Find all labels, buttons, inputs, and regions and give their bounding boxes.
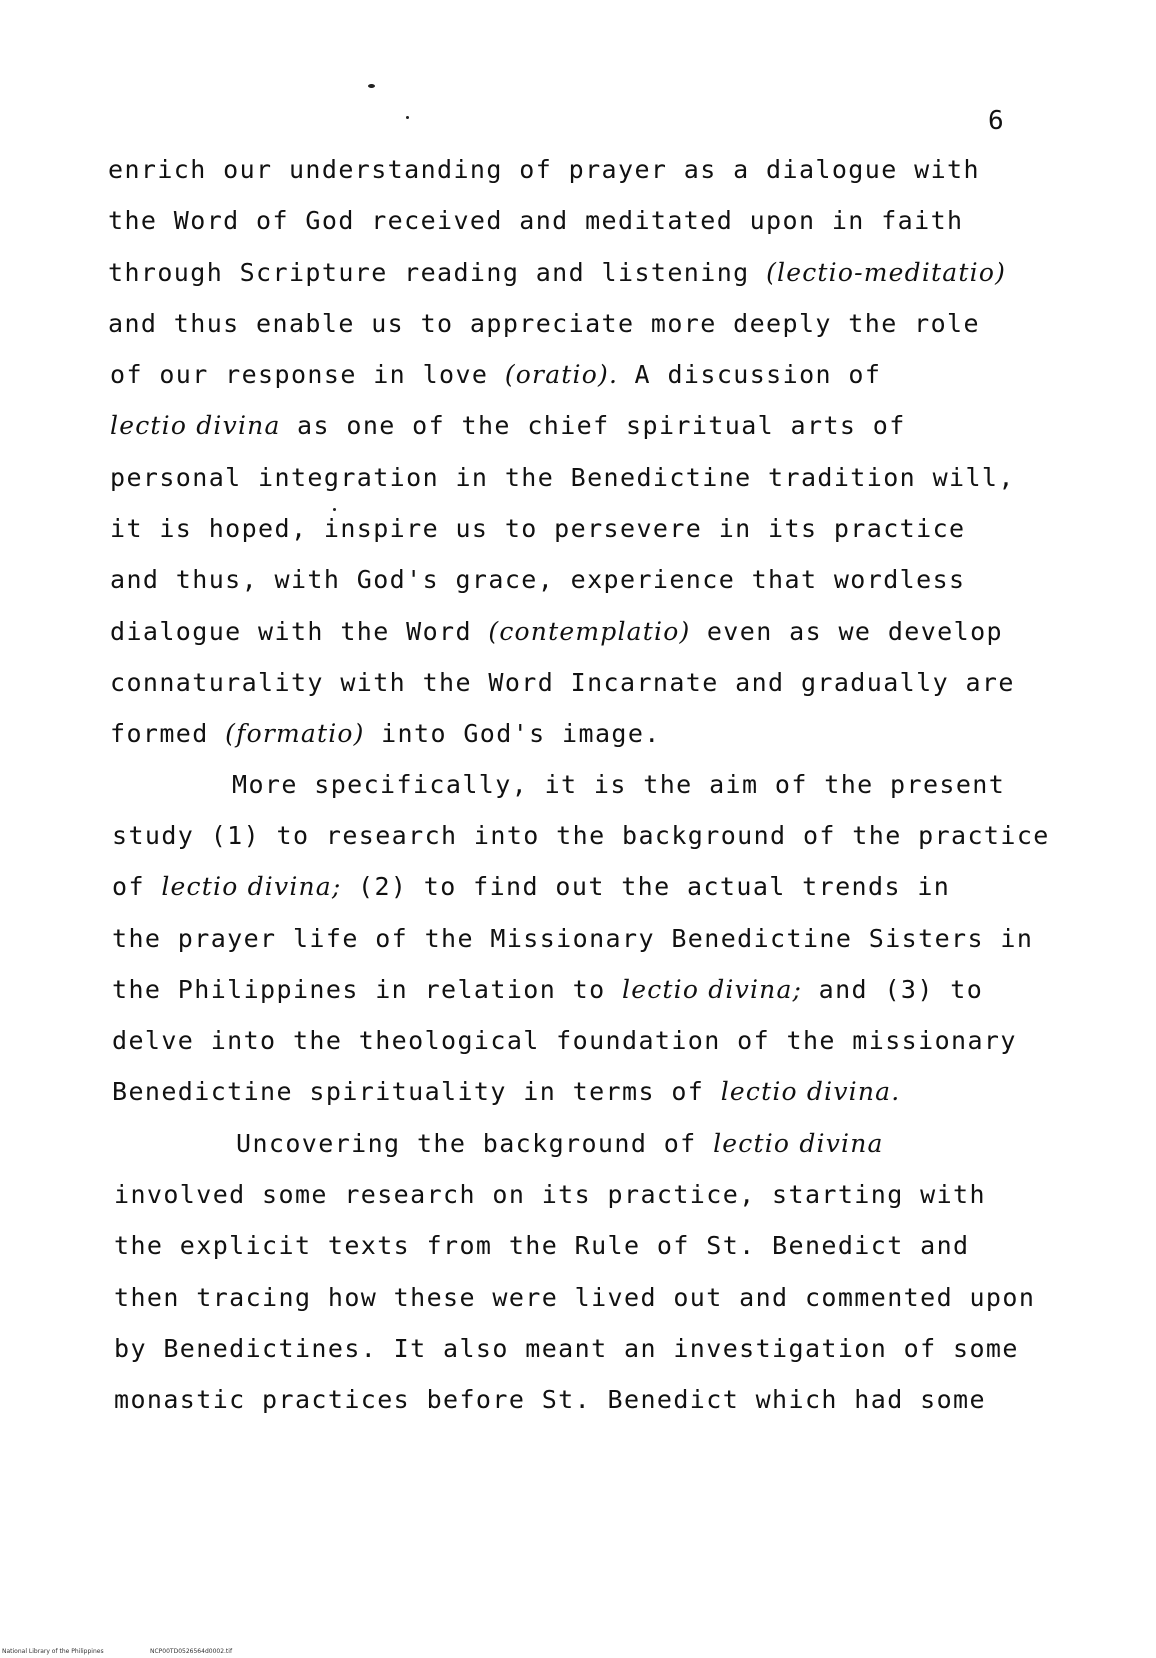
- text-line: [108, 155, 980, 185]
- text-run: monastic practices before St. Benedict which had some: [114, 1385, 986, 1414]
- footer-code: NCP00TD0526564d0002.tif: [150, 1648, 233, 1655]
- text-run: into God's image.: [364, 719, 661, 748]
- text-line: [110, 411, 906, 441]
- text-line: [112, 924, 1033, 954]
- italic-term: lectio divina;: [161, 872, 342, 901]
- text-line: [108, 309, 980, 339]
- text-run: of: [112, 872, 162, 901]
- text-line: [108, 258, 1006, 288]
- text-run: (2) to find out the actual trends in: [341, 872, 951, 901]
- text-run: the explicit texts from the Rule of St. Benedict and: [114, 1231, 970, 1260]
- italic-term: (formatio): [225, 719, 365, 748]
- text-run: of our response in love: [110, 360, 505, 389]
- text-line: [114, 1334, 1019, 1364]
- text-run: and thus enable us to appreciate more deeply the role: [108, 309, 980, 338]
- text-line: [108, 206, 963, 236]
- text-line: [112, 872, 950, 902]
- text-line: [110, 514, 965, 544]
- text-line: [110, 360, 881, 390]
- scan-speck: [406, 116, 409, 119]
- text-run: personal integration in the Benedictine tradition will,: [110, 463, 1015, 492]
- text-run: the prayer life of the Missionary Benedictine Sisters in: [112, 924, 1034, 953]
- text-line: [236, 1129, 884, 1159]
- italic-term: lectio divina;: [622, 975, 803, 1004]
- text-run: dialogue with the Word: [110, 617, 489, 646]
- text-line: [114, 1385, 986, 1415]
- text-line: [110, 565, 965, 595]
- text-run: connaturality with the Word Incarnate and gradually are: [110, 668, 1015, 697]
- text-run: and (3) to: [802, 975, 984, 1004]
- text-run: Uncovering the background of: [236, 1129, 714, 1158]
- text-run: and thus, with God's grace, experience that wordless: [110, 565, 966, 594]
- text-run: More specifically, it is the aim of the present: [232, 770, 1006, 799]
- text-run: involved some research on its practice, starting with: [114, 1180, 986, 1209]
- text-line: [110, 668, 1015, 698]
- text-run: by Benedictines. It also meant an investigation of some: [114, 1334, 1019, 1363]
- text-run: Benedictine spirituality in terms of: [112, 1077, 721, 1106]
- text-line: [112, 1026, 1017, 1056]
- text-run: enrich our understanding of prayer as a dialogue with: [108, 155, 980, 184]
- text-line: [112, 975, 983, 1005]
- italic-term: (contemplatio): [488, 617, 691, 646]
- text-run: as one of the chief spiritual arts of: [280, 411, 906, 440]
- text-run: formed: [110, 719, 226, 748]
- text-line: [110, 617, 1003, 647]
- text-run: study (1) to research into the background of the practice: [112, 821, 1050, 850]
- italic-term: lectio divina: [110, 411, 281, 440]
- italic-term: (lectio-meditatio): [766, 258, 1007, 287]
- text-line: [114, 1283, 1035, 1313]
- text-run: it is hoped, inspire us to persevere in its practice: [110, 514, 966, 543]
- text-line: [232, 770, 1005, 800]
- text-run: then tracing how these were lived out and commented upon: [114, 1283, 1036, 1312]
- italic-term: lectio divina.: [720, 1077, 901, 1106]
- text-run: through Scripture reading and listening: [108, 258, 767, 287]
- text-line: [114, 1180, 986, 1210]
- page-number: 6: [988, 106, 1005, 136]
- text-run: the Philippines in relation to: [112, 975, 622, 1004]
- footer-library: National Library of the Philippines: [2, 1648, 104, 1655]
- text-line: [114, 1231, 969, 1261]
- text-run: delve into the theological foundation of the missionary: [112, 1026, 1017, 1055]
- text-line: [112, 821, 1050, 851]
- text-line: [110, 719, 661, 749]
- text-line: [110, 463, 1015, 493]
- italic-term: lectio divina: [713, 1129, 884, 1158]
- italic-term: (oratio).: [504, 360, 619, 389]
- scan-speck: [333, 508, 336, 511]
- text-run: the Word of God received and meditated upon in faith: [108, 206, 964, 235]
- scan-speck: [368, 84, 375, 88]
- text-run: even as we develop: [690, 617, 1003, 646]
- text-run: A discussion of: [618, 360, 882, 389]
- text-line: [112, 1077, 900, 1107]
